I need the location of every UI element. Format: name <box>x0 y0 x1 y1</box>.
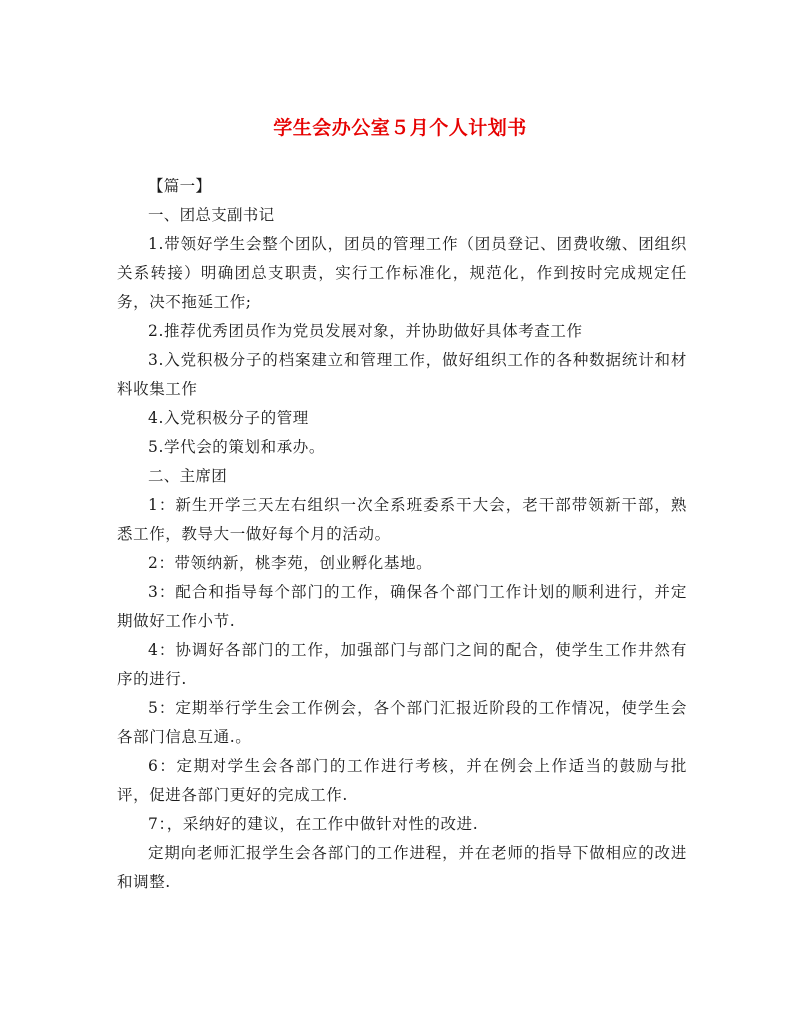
section-marker: 【篇一】 <box>148 177 212 195</box>
paragraph: 6：定期对学生会各部门的工作进行考核，并在例会上作适当的鼓励与批评，促进各部门更好的完成工作. <box>117 757 687 804</box>
paragraph: 定期向老师汇报学生会各部门的工作进程，并在老师的指导下做相应的改进和调整. <box>117 844 687 891</box>
paragraph: 4：协调好各部门的工作，加强部门与部门之间的配合，使学生工作井然有序的进行. <box>117 641 687 688</box>
paragraph: 2：带领纳新，桃李苑，创业孵化基地。 <box>148 554 433 572</box>
document-body <box>117 172 687 897</box>
paragraph: 3.入党积极分子的档案建立和管理工作，做好组织工作的各种数据统计和材料收集工作 <box>117 351 687 398</box>
document-title: 学生会办公室５月个人计划书 <box>273 117 527 139</box>
paragraph: 5：定期举行学生会工作例会，各个部门汇报近阶段的工作情况，使学生会各部门信息互通.。 <box>117 699 687 746</box>
paragraph: 1.带领好学生会整个团队，团员的管理工作（团员登记、团费收缴、团组织关系转接）明确团总支职责，实行工作标准化，规范化，作到按时完成规定任务，决不拖延工作; <box>117 235 687 311</box>
paragraph: 1：新生开学三天左右组织一次全系班委系干大会，老干部带领新干部，熟悉工作，教导大一做好每个月的活动。 <box>117 496 687 543</box>
section-heading: 二、主席团 <box>148 467 228 485</box>
paragraph: 5.学代会的策划和承办。 <box>148 438 325 456</box>
section-heading: 一、团总支副书记 <box>148 206 275 224</box>
paragraph: 4.入党积极分子的管理 <box>148 409 309 427</box>
paragraph: 3：配合和指导每个部门的工作，确保各个部门工作计划的顺利进行，并定期做好工作小节. <box>117 583 687 630</box>
paragraph: 7：，采纳好的建议，在工作中做针对性的改进. <box>148 815 479 833</box>
paragraph: 2.推荐优秀团员作为党员发展对象，并协助做好具体考查工作 <box>148 322 583 340</box>
